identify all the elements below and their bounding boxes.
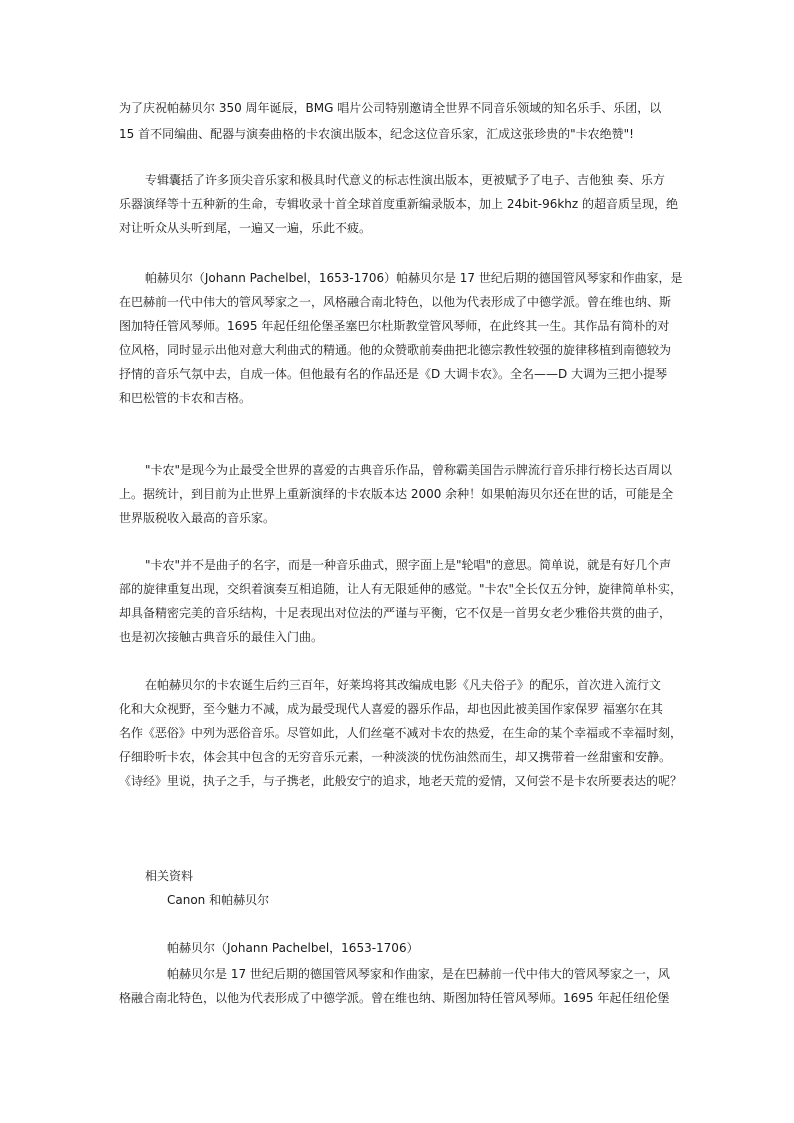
paragraph-5-line-1: "卡农"并不是曲子的名字，而是一种音乐曲式，照字面上是"轮唱"的意思。简单说，就是有好几个声 [145, 558, 672, 572]
paragraph-5-line-3: 却具备精密完美的音乐结构，十足表现出对位法的严谨与平衡，它不仅是一首男女老少雅俗共赏的曲子， [119, 606, 672, 620]
paragraph-3-line-4: 位风格，同时显示出他对意大利曲式的精通。他的众赞歌前奏曲把北德宗教性较强的旋律移植到南德较为 [119, 343, 672, 357]
paragraph-5-line-4: 也是初次接触古典音乐的最佳入门曲。 [119, 630, 324, 644]
paragraph-7-line-1: 帕赫贝尔是 17 世纪后期的德国管风琴家和作曲家，是在巴赫前一代中伟大的管风琴家之一，风 [167, 967, 670, 981]
paragraph-5-line-2: 部的旋律重复出现，交织着演奏互相追随，让人有无限延伸的感觉。"卡农"全长仅五分钟，旋律简单朴实， [119, 582, 683, 596]
paragraph-2-line-1: 专辑囊括了许多顶尖音乐家和极具时代意义的标志性演出版本，更被赋予了电子、吉他独 奏、乐方 [145, 173, 665, 187]
paragraph-6-line-3: 名作《恶俗》中列为恶俗音乐。尽管如此，人们丝毫不减对卡农的热爱，在生命的某个幸福或不幸福时刻， [119, 726, 683, 740]
related-name-line: 帕赫贝尔（Johann Pachelbel，1653-1706） [167, 941, 419, 955]
paragraph-3-line-3: 图加特任管风琴师。1695 年起任纽伦堡圣塞巴尔杜斯教堂管风琴师，在此终其一生。其作品有简朴的对 [119, 319, 670, 333]
paragraph-4-line-1: "卡农"是现今为止最受全世界的喜爱的古典音乐作品，曾称霸美国告示牌流行音乐排行榜长达百周以 [145, 463, 673, 477]
paragraph-1-line-2: 15 首不同编曲、配器与演奏曲格的卡农演出版本，纪念这位音乐家，汇成这张珍贵的"卡农绝赞"! [119, 127, 634, 141]
paragraph-4-line-3: 世界版税收入最高的音乐家。 [119, 511, 276, 525]
paragraph-7-line-2: 格融合南北特色，以他为代表形成了中德学派。曾在维也纳、斯图加特任管风琴师。1695 年起任纽伦堡 [119, 991, 670, 1005]
paragraph-2-line-2: 乐器演绎等十五种新的生命，专辑收录十首全球首度重新编录版本，加上 24bit-96khz 的超音质呈现，绝 [119, 197, 679, 211]
related-subheading: Canon 和帕赫贝尔 [167, 893, 270, 907]
paragraph-3-line-1: 帕赫贝尔（Johann Pachelbel，1653-1706）帕赫贝尔是 17 世纪后期的德国管风琴家和作曲家，是 [145, 271, 683, 285]
paragraph-3-line-5: 抒情的音乐气氛中去，自成一体。但他最有名的作品还是《D 大调卡农》。全名——D 大调为三把小提琴 [119, 367, 668, 381]
paragraph-3-line-2: 在巴赫前一代中伟大的管风琴家之一，风格融合南北特色，以他为代表形成了中德学派。曾在维也纳、斯 [119, 295, 672, 309]
paragraph-1-line-1: 为了庆祝帕赫贝尔 350 周年诞辰，BMG 唱片公司特别邀请全世界不同音乐领域的知名乐手、乐团，以 [119, 101, 662, 115]
paragraph-6-line-1: 在帕赫贝尔的卡农诞生后约三百年，好莱坞将其改编成电影《凡夫俗子》的配乐，首次进入流行文 [145, 678, 662, 692]
paragraph-6-line-4: 仔细聆听卡农，体会其中包含的无穷音乐元素，一种淡淡的忧伤油然而生，却又携带着一丝甜蜜和安静。 [119, 750, 672, 764]
paragraph-3-line-6: 和巴松管的卡农和吉格。 [119, 391, 252, 405]
paragraph-6-line-2: 化和大众视野，至今魅力不减，成为最受现代人喜爱的器乐作品，却也因此被美国作家保罗 福塞尔在其 [119, 702, 663, 716]
paragraph-4-line-2: 上。据统计，到目前为止世界上重新演绎的卡农版本达 2000 余种！如果帕海贝尔还在世的话，可能是全 [119, 487, 674, 501]
paragraph-6-line-5: 《诗经》里说，执子之手，与子携老，此般安宁的追求，地老天荒的爱情，又何尝不是卡农所要表达的呢？ [119, 774, 683, 788]
paragraph-2-line-3: 对让听众从头听到尾，一遍又一遍，乐此不疲。 [119, 221, 372, 235]
related-heading: 相关资料 [145, 869, 194, 883]
